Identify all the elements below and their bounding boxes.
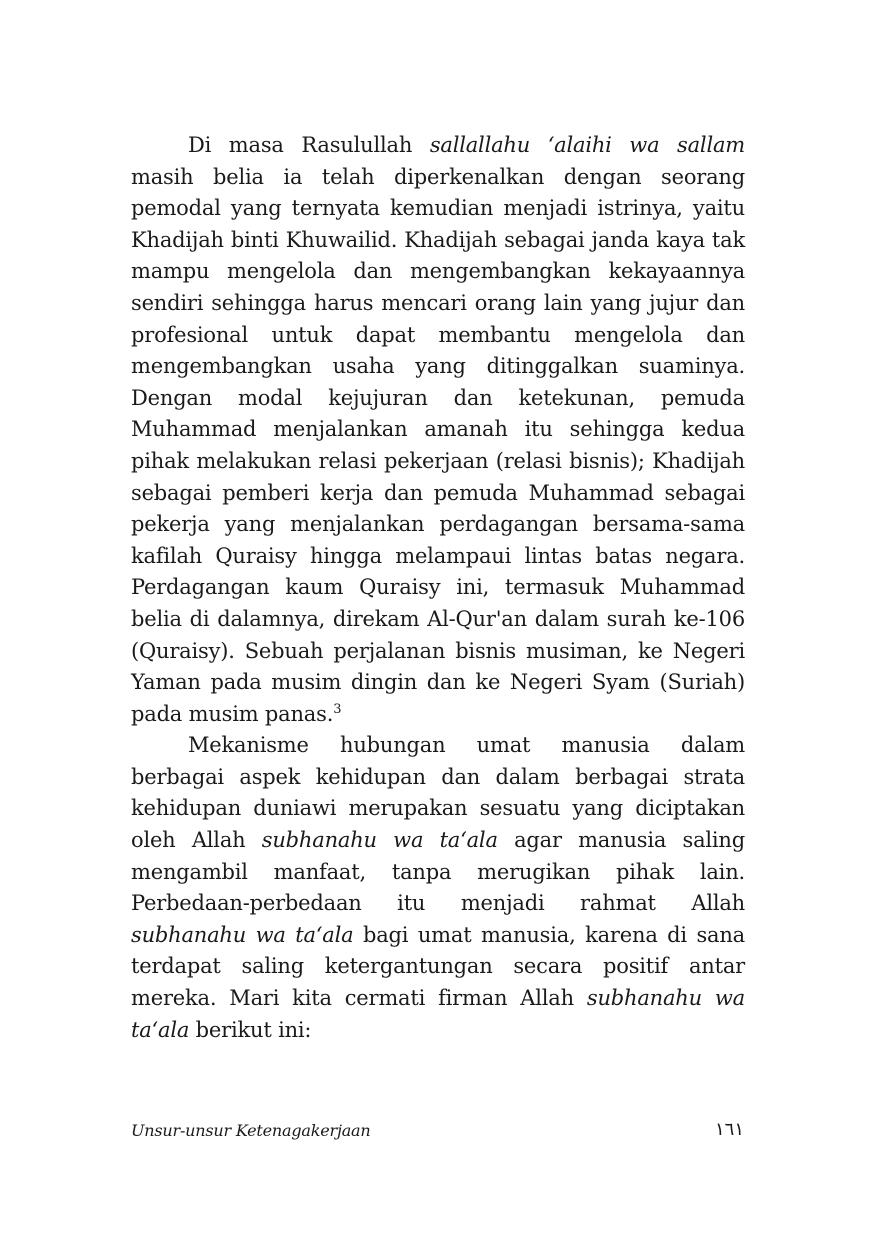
paragraph-2-italic-1: subhanahu wa ta‘ala (261, 828, 498, 853)
paragraph-2-text-1: Mekanisme hubungan umat manusia dalam berbagai aspek kehidupan dan dalam berbagai strata kehidupan duniawi merupakan sesuatu yang diciptakan oleh Allah (131, 733, 745, 853)
paragraph-2-text-2: agar manusia saling mengambil manfaat, tanpa merugikan pihak lain. Perbedaan-perbedaan itu menjadi rahmat Allah (131, 828, 745, 916)
page-number: ١٦١ (714, 1119, 744, 1140)
body-text (131, 130, 745, 1046)
paragraph-1-italic-1: sallallahu ‘alaihi wa sallam (429, 133, 745, 157)
paragraph-2-text-4: berikut ini: (189, 1017, 312, 1042)
paragraph-2-italic-3: subhanahu wa ta‘ala (131, 986, 745, 1042)
paragraph-2 (131, 730, 745, 1046)
paragraph-1 (131, 130, 745, 730)
paragraph-1-text-2: masih belia ia telah diperkenalkan dengan seorang pemodal yang ternyata kemudian menjadi istrinya, yaitu Khadijah binti Khuwailid. Khadijah sebagai janda kaya tak mampu mengelola dan mengembangkan kekayaannya sendiri sehingga harus mencari orang lain yang jujur dan profesional untuk dapat membantu mengelola dan mengembangkan usaha yang ditinggalkan suaminya. Dengan modal kejujuran dan ketekunan, pemuda Muhammad menjalankan amanah itu sehingga kedua pihak melakukan relasi pekerjaan (relasi bisnis); Khadijah sebagai pemberi kerja dan pemuda Muhammad sebagai pekerja yang menjalankan perdagangan bersama-sama kafilah Quraisy hingga melampaui lintas batas negara. Perdagangan kaum Quraisy ini, termasuk Muhammad belia di dalamnya, direkam Al-Qur'an dalam surah ke-106 (Quraisy). Sebuah perjalanan bisnis musiman, ke Negeri Yaman pada musim dingin dan ke Negeri Syam (Suriah) pada musim panas. (131, 164, 745, 726)
paragraph-2-text-3: bagi umat manusia, karena di sana terdapat saling ketergantungan secara positif antar mereka. Mari kita cermati firman Allah (131, 922, 746, 1011)
paragraph-1-text-1: Di masa Rasulullah (188, 133, 430, 157)
running-footer-title: Unsur-unsur Ketenagakerjaan (131, 1121, 371, 1140)
paragraph-2-italic-2: subhanahu wa ta‘ala (131, 922, 354, 947)
footnote-marker[interactable]: 3 (333, 701, 342, 717)
